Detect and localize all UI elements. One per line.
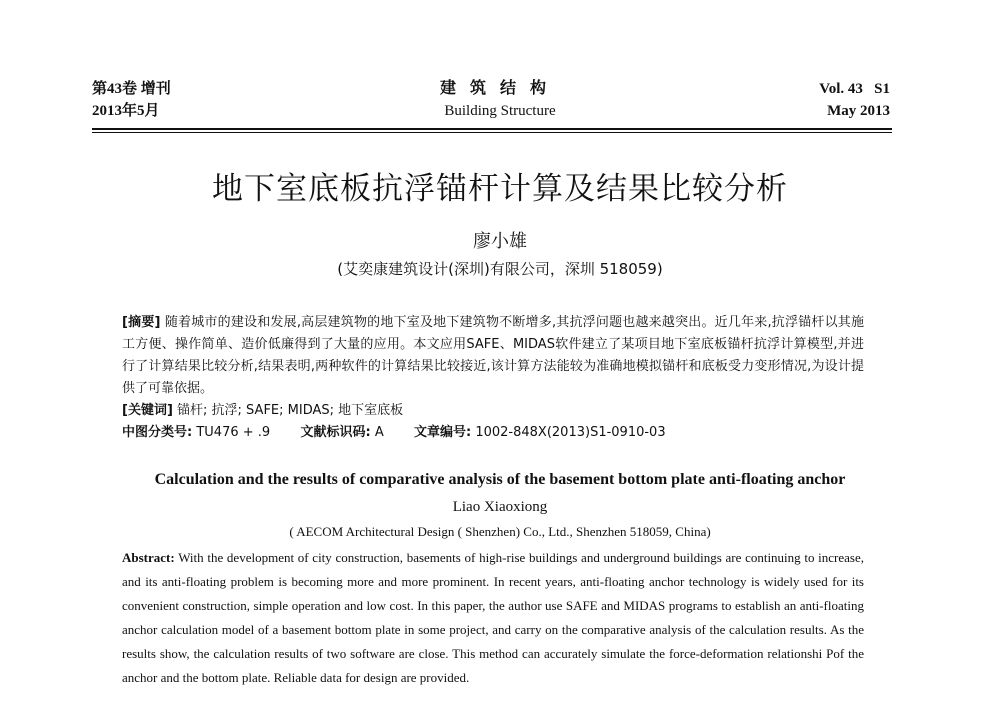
date-en: May 2013: [827, 103, 890, 119]
header-rule-thin: [92, 132, 892, 133]
affiliation-en: ( AECOM Architectural Design ( Shenzhen) Co., Ltd., Shenzhen 518059, China): [289, 524, 711, 539]
author-en: Liao Xiaoxiong: [452, 499, 548, 515]
abstract-en: [122, 546, 864, 690]
journal-volume-en: [819, 78, 890, 122]
classification-line: [122, 422, 864, 444]
keywords-label-cn: [关键词]: [122, 403, 173, 418]
issue-date: 2013年5月: [92, 103, 160, 119]
doc-code-label: 文献标识码:: [300, 425, 371, 440]
article-title-en: Calculation and the results of comparative analysis of the basement bottom plate anti-floating anchor: [154, 471, 846, 488]
clc-label: 中图分类号:: [122, 425, 193, 440]
volume-label: 第43卷 增刊: [92, 81, 171, 97]
article-no-value: 1002-848X(2013)S1-0910-03: [475, 425, 666, 440]
author-cn: 廖小雄: [473, 231, 527, 252]
abstract-text-en: With the development of city construction, basements of high-rise buildings and underground buildings are continuing to increase, and its anti-floating problem is becoming more and more prominent. In recent years, anti-floating anchor technology is widely used for its convenient construction, simple operation and low cost. In this paper, the author use SAFE and MIDAS programs to establish an anti-floating anchor calculation model of a basement bottom plate in some project, and carry on the comparative analysis of the calculation results. As the results show, the calculation results of two software are close. This method can accurately simulate the force-deformation relationshi Pof the anchor and the bottom plate. Reliable data for design are provided.: [122, 550, 865, 685]
abstract-label-cn: [摘要]: [122, 315, 161, 330]
journal-name-cn: 建筑结构: [439, 80, 560, 97]
volume-en: Vol. 43 S1: [819, 81, 890, 97]
doc-code-value: A: [374, 425, 384, 440]
abstract-cn: [122, 312, 864, 400]
abstract-label-en: Abstract:: [122, 550, 175, 565]
article-title-cn: 地下室底板抗浮锚杆计算及结果比较分析: [212, 171, 788, 207]
article-no-label: 文章编号:: [414, 425, 472, 440]
keywords-text-cn: 锚杆; 抗浮; SAFE; MIDAS; 地下室底板: [177, 403, 404, 418]
keywords-cn: [122, 400, 864, 422]
affiliation-cn: (艾奕康建筑设计(深圳)有限公司，深圳 518059): [337, 260, 663, 278]
header-rule-thick: [92, 128, 892, 130]
clc-value: TU476 + .9: [196, 425, 271, 440]
abstract-text-cn: 随着城市的建设和发展,高层建筑物的地下室及地下建筑物不断增多,其抗浮问题也越来越突出。近几年来,抗浮锚杆以其施工方便、操作简单、造价低廉得到了大量的应用。本文应用SAFE、MIDAS软件建立了某项目地下室底板锚杆抗浮计算模型,并进行了计算结果比较分析,结果表明,两种软件的计算结果比较接近,该计算方法能较为准确地模拟锚杆和底板受力变形情况,为设计提供了可靠依据。: [122, 315, 864, 396]
journal-name-en: Building Structure: [444, 103, 556, 119]
